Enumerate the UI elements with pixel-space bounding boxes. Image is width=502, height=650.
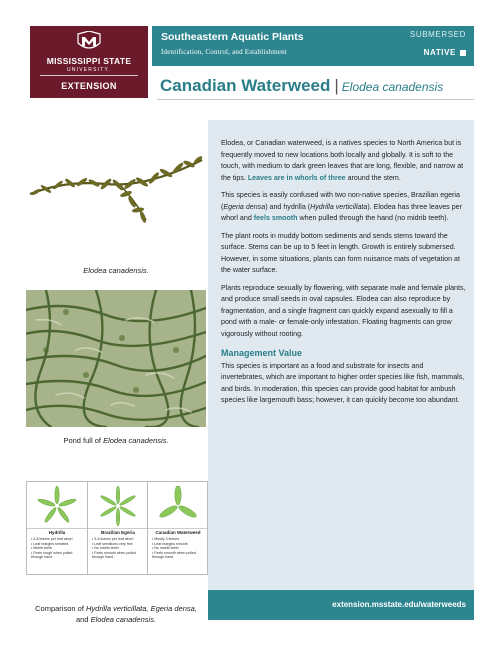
hydrilla-label: Hydrilla xyxy=(48,530,66,535)
pond-photo xyxy=(26,290,206,427)
logo-university-name: MISSISSIPPI STATE xyxy=(46,56,132,66)
species-name: Hydrilla verticillata xyxy=(310,202,368,211)
highlight-smooth: feels smooth xyxy=(253,214,298,222)
logo-extension-word: EXTENSION xyxy=(61,81,117,91)
management-heading: Management Value xyxy=(221,348,303,358)
elodea-sprig-photo xyxy=(26,122,206,257)
bullet: • Mostly 3 leaves xyxy=(152,537,180,541)
scientific-name: Elodea canadensis xyxy=(341,80,444,94)
text: This species is easily confused with two non-native species, Brazilian egeria ( xyxy=(221,191,460,211)
elodea-label: Canadian Waterweed xyxy=(155,530,201,535)
photo1-caption xyxy=(26,266,206,275)
bullet: • Midrib teeth xyxy=(31,546,53,551)
paragraph-management: This species is important as a food and substrate for insects and invertebrates, which are important to higher order species like fish, mammals, and birds. In moderation, this species can provide good habitat for ambush species like largemouth bass; however, it can quickly become too abundant. xyxy=(221,361,465,404)
comparison-col-elodea xyxy=(147,482,208,574)
paragraph-overview xyxy=(221,138,466,184)
series-title: Southeastern Aquatic Plants xyxy=(161,31,304,43)
bullet: • Leaf serrations very fine xyxy=(92,541,133,546)
species-comparison-chart xyxy=(26,481,208,575)
logo-university-word: UNIVERSITY. xyxy=(67,67,111,73)
bullet: • No midrib teeth xyxy=(152,546,179,551)
paragraph-growth: The plant roots in muddy bottom sediments and sends stems toward the surface. Stems can be up to 5 feet in length. Growth is entirely submersed. However, in some situations, plants can form nuisance mats of vegetation at the water surface. xyxy=(221,231,460,274)
egeria-label: Brazilian Egeria xyxy=(101,530,135,535)
text: Elodea, or Canadian waterweed, is a natives species to North America but is frequently moved to new locations both locally and globally. It is soft to the touch, with medium to dark green leaves that are long, flexible, and narrow at the tips. xyxy=(221,139,464,182)
description-body xyxy=(221,138,466,413)
title-separator: | xyxy=(334,76,339,95)
bullet: • Leaf margins smooth xyxy=(152,541,188,546)
common-name: Canadian Waterweed xyxy=(160,76,331,95)
photo1-caption-text: Elodea canadensis. xyxy=(83,266,149,275)
description-panel xyxy=(208,120,474,590)
title-divider xyxy=(157,99,474,100)
elodea-bullets xyxy=(152,537,206,560)
status-tag-label: NATIVE xyxy=(423,48,456,57)
comparison-caption-sp2: Elodea canadensis. xyxy=(90,615,157,624)
egeria-bullets xyxy=(92,537,146,560)
bullet: • 4-8 leaves per leaf whorl xyxy=(31,537,73,541)
text: ). Elodea has three leaves per whorl and xyxy=(221,202,462,222)
plant-type-tag: SUBMERSED xyxy=(409,30,466,39)
footer-url-link[interactable]: extension.msstate.edu/waterweeds xyxy=(332,600,466,609)
highlight-whorls: Leaves are in whorls of three xyxy=(247,173,346,182)
series-banner xyxy=(152,26,474,66)
paragraph-lookalikes xyxy=(221,190,466,225)
bullet: • Feels rough when pulled through hand xyxy=(31,550,73,560)
bullet: • 3-6 leaves per leaf whorl xyxy=(92,537,134,541)
text: around the stem. xyxy=(345,173,401,182)
series-subtitle: Identification, Control, and Establishment xyxy=(161,48,288,56)
footer-bar xyxy=(208,590,474,620)
species-name: Egeria densa xyxy=(223,202,266,211)
photo2-caption-prefix: Pond full of xyxy=(63,436,104,445)
comparison-caption-and: and xyxy=(75,615,91,624)
text: when pulled through the hand (no midrib teeth). xyxy=(297,214,449,222)
comparison-caption xyxy=(26,603,206,625)
comparison-caption-sp1: Hydrilla verticillata, Egeria densa, xyxy=(85,604,197,613)
paragraph-reproduction: Plants reproduce sexually by flowering, with separate male and female plants, and produce small seeds in oval capsules. Elodea can also reproduce by fragmentation, and a single fragment can quickly expand asexually to fill a pond with a male- or female-only infestation. Floating fragments can grow vigorously without rooting. xyxy=(221,283,466,338)
photo2-caption-sci: Elodea canadensis. xyxy=(103,436,169,445)
comparison-col-egeria xyxy=(87,482,148,574)
status-tag xyxy=(424,48,466,57)
bullet: • No midrib teeth xyxy=(92,546,119,551)
bullet: • Feels smooth when pulled through hand xyxy=(152,550,197,560)
egeria-whorl-icon xyxy=(98,486,138,526)
hydrilla-bullets xyxy=(31,537,85,560)
logo-divider xyxy=(40,75,138,76)
elodea-whorl-icon xyxy=(158,486,198,526)
msu-seal-icon xyxy=(76,31,102,53)
photo2-caption xyxy=(26,436,206,445)
comparison-col-hydrilla xyxy=(27,482,87,574)
comparison-caption-prefix: Comparison of xyxy=(35,604,86,613)
bullet: • Leaf margins serrated xyxy=(31,541,69,546)
square-icon xyxy=(460,50,466,56)
hydrilla-whorl-icon xyxy=(37,486,77,526)
bullet: • Feels smooth when pulled through hand xyxy=(92,550,137,560)
text: ) and hydrilla ( xyxy=(265,202,311,211)
page-title xyxy=(160,76,443,96)
msu-extension-logo xyxy=(30,26,148,98)
